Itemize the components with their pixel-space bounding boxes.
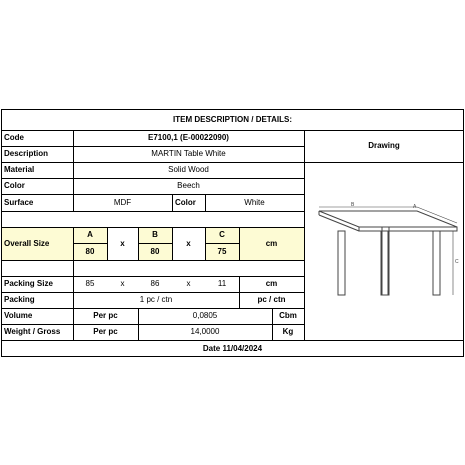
weight-value: 14,0000: [190, 327, 220, 336]
volume-value: 0,0805: [192, 311, 218, 320]
code-value: E7100,1 (E-00022090): [148, 133, 229, 142]
packing-size-label: Packing Size: [4, 279, 53, 288]
overall-size-unit: cm: [265, 238, 278, 248]
overall-size-x1: x: [120, 238, 125, 248]
packing-size-v1: 85: [85, 279, 95, 288]
packing-label: Packing: [4, 295, 35, 304]
weight-per: Per pc: [93, 327, 118, 336]
surface-color-label: Color: [175, 197, 196, 207]
packing-value: 1 pc / ctn: [139, 295, 173, 304]
volume-per: Per pc: [93, 311, 118, 320]
packing-unit: pc / ctn: [257, 295, 286, 304]
description-label: Description: [4, 149, 49, 158]
dimension-label-a: A: [413, 204, 417, 210]
volume-unit: Cbm: [279, 311, 297, 320]
sheet-border: [1, 109, 464, 357]
overall-size-a-value: 80: [85, 246, 95, 256]
material-value: Solid Wood: [168, 165, 209, 174]
footer-date: Date 11/04/2024: [202, 343, 263, 353]
overall-size-b-label: B: [152, 230, 158, 239]
surface-value: MDF: [113, 197, 132, 207]
volume-label: Volume: [4, 311, 33, 320]
packing-size-v3: 11: [217, 279, 227, 288]
packing-size-x1: x: [120, 279, 125, 288]
packing-size-v2: 86: [150, 279, 160, 288]
packing-size-x2: x: [186, 279, 191, 288]
sheet-title: ITEM DESCRIPTION / DETAILS:: [173, 114, 292, 124]
overall-size-c-value: 75: [217, 246, 227, 256]
surface-color-value: White: [244, 197, 265, 207]
dimension-label-c: C: [455, 259, 459, 265]
color-value: Beech: [177, 181, 200, 190]
drawing-label: Drawing: [368, 141, 400, 150]
color-label: Color: [4, 181, 25, 190]
description-value: MARTIN Table White: [151, 149, 226, 158]
overall-size-label: Overall Size: [4, 238, 50, 248]
weight-unit: Kg: [282, 327, 294, 336]
dimension-label-b: B: [351, 202, 355, 208]
code-label: Code: [4, 133, 24, 142]
packing-size-unit: cm: [265, 279, 278, 288]
material-label: Material: [4, 165, 35, 174]
surface-label: Surface: [4, 197, 34, 207]
overall-size-a-label: A: [87, 230, 93, 239]
weight-label: Weight / Gross: [4, 327, 61, 336]
overall-size-x2: x: [186, 238, 191, 248]
overall-size-c-label: C: [219, 230, 225, 239]
item-details-sheet: [1, 109, 464, 357]
overall-size-b-value: 80: [150, 246, 160, 256]
